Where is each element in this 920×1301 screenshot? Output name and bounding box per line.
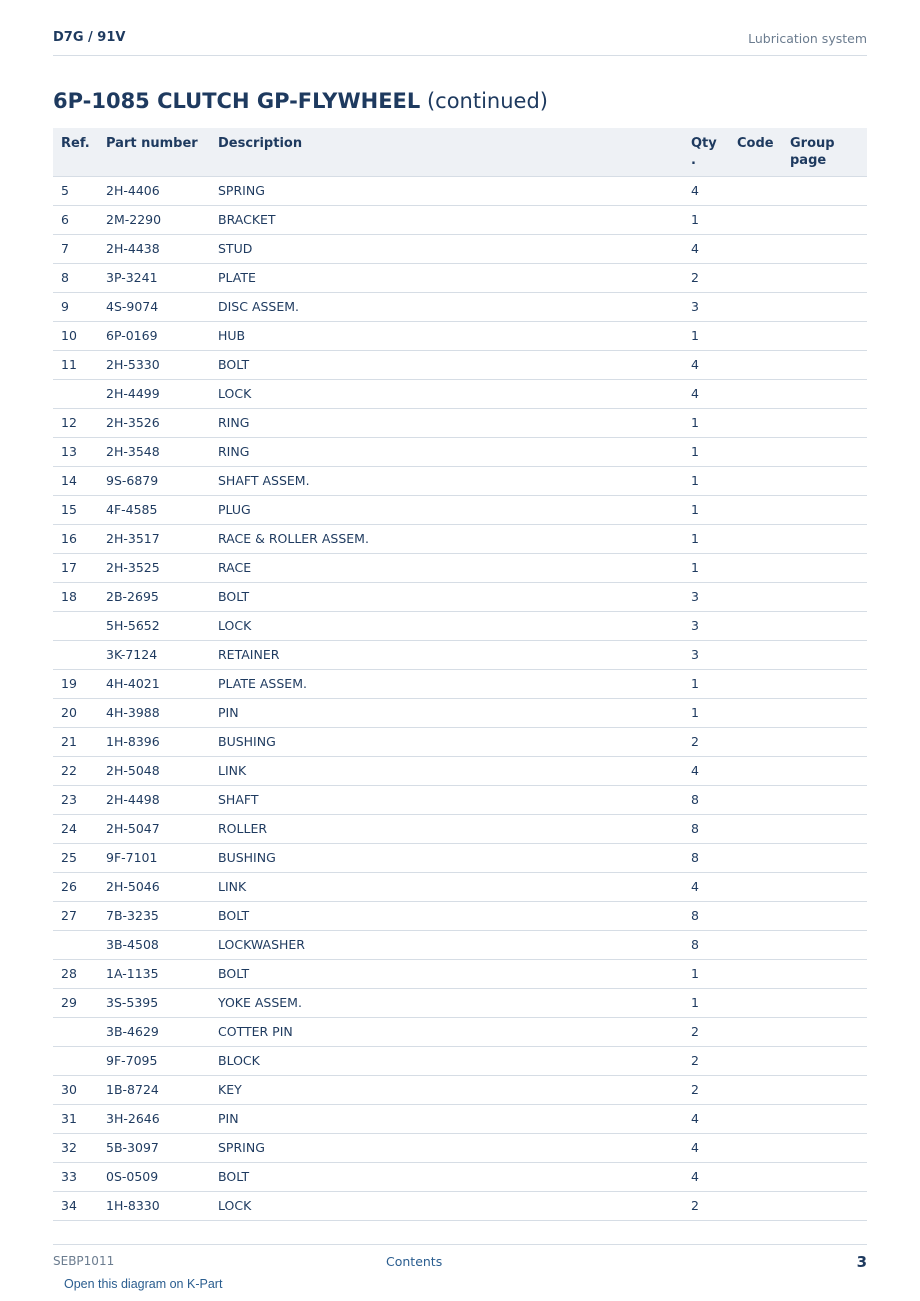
cell-ref: 33 <box>53 1162 98 1191</box>
section-label: Lubrication system <box>748 31 867 46</box>
cell-code <box>729 698 782 727</box>
kpart-diagram-link[interactable]: Open this diagram on K-Part <box>64 1277 223 1291</box>
table-row <box>53 1191 867 1220</box>
table-row <box>53 321 867 350</box>
cell-group-page <box>782 524 867 553</box>
page-number: 3 <box>856 1253 867 1271</box>
table-row <box>53 611 867 640</box>
cell-qty: 1 <box>683 495 729 524</box>
cell-group-page <box>782 321 867 350</box>
cell-part-number: 9S-6879 <box>98 466 210 495</box>
cell-qty: 1 <box>683 524 729 553</box>
cell-group-page <box>782 582 867 611</box>
table-row <box>53 727 867 756</box>
cell-code <box>729 1046 782 1075</box>
model-label: D7G / 91V <box>53 30 126 45</box>
page-title-suffix: (continued) <box>420 89 548 113</box>
cell-group-page <box>782 466 867 495</box>
cell-group-page <box>782 437 867 466</box>
cell-ref: 15 <box>53 495 98 524</box>
table-row <box>53 959 867 988</box>
cell-group-page <box>782 553 867 582</box>
table-row <box>53 437 867 466</box>
cell-description: SHAFT <box>210 785 683 814</box>
table-row <box>53 843 867 872</box>
cell-description: LINK <box>210 756 683 785</box>
table-header-row <box>53 128 867 176</box>
table-row <box>53 408 867 437</box>
cell-part-number: 1A-1135 <box>98 959 210 988</box>
cell-description: BOLT <box>210 350 683 379</box>
cell-ref: 34 <box>53 1191 98 1220</box>
cell-description: SPRING <box>210 176 683 205</box>
cell-code <box>729 640 782 669</box>
cell-ref: 27 <box>53 901 98 930</box>
cell-code <box>729 437 782 466</box>
cell-group-page <box>782 901 867 930</box>
cell-ref <box>53 611 98 640</box>
table-row <box>53 1162 867 1191</box>
cell-part-number: 5B-3097 <box>98 1133 210 1162</box>
cell-qty: 1 <box>683 466 729 495</box>
contents-link[interactable]: Contents <box>386 1254 443 1269</box>
cell-part-number: 1H-8330 <box>98 1191 210 1220</box>
cell-description: BOLT <box>210 582 683 611</box>
cell-code <box>729 205 782 234</box>
cell-qty: 1 <box>683 408 729 437</box>
page-header <box>53 28 867 56</box>
cell-description: STUD <box>210 234 683 263</box>
cell-group-page <box>782 640 867 669</box>
cell-code <box>729 1133 782 1162</box>
cell-description: YOKE ASSEM. <box>210 988 683 1017</box>
cell-ref: 8 <box>53 263 98 292</box>
cell-part-number: 2H-5046 <box>98 872 210 901</box>
cell-part-number: 2H-3525 <box>98 553 210 582</box>
cell-description: SHAFT ASSEM. <box>210 466 683 495</box>
cell-group-page <box>782 872 867 901</box>
cell-code <box>729 234 782 263</box>
cell-group-page <box>782 988 867 1017</box>
cell-qty: 3 <box>683 640 729 669</box>
cell-description: PIN <box>210 698 683 727</box>
cell-part-number: 9F-7101 <box>98 843 210 872</box>
table-row <box>53 176 867 205</box>
cell-part-number: 2H-4438 <box>98 234 210 263</box>
cell-group-page <box>782 1104 867 1133</box>
cell-description: BLOCK <box>210 1046 683 1075</box>
cell-description: HUB <box>210 321 683 350</box>
cell-description: RING <box>210 408 683 437</box>
cell-part-number: 2M-2290 <box>98 205 210 234</box>
cell-qty: 1 <box>683 959 729 988</box>
cell-part-number: 3B-4629 <box>98 1017 210 1046</box>
cell-group-page <box>782 408 867 437</box>
cell-qty: 4 <box>683 379 729 408</box>
table-row <box>53 524 867 553</box>
cell-qty: 8 <box>683 843 729 872</box>
column-header-part-number: Part number <box>98 128 210 176</box>
cell-group-page <box>782 292 867 321</box>
cell-group-page <box>782 814 867 843</box>
cell-code <box>729 872 782 901</box>
cell-code <box>729 988 782 1017</box>
column-header-description: Description <box>210 128 683 176</box>
cell-ref: 17 <box>53 553 98 582</box>
table-row <box>53 205 867 234</box>
cell-group-page <box>782 495 867 524</box>
page-title <box>53 89 548 113</box>
cell-description: LOCKWASHER <box>210 930 683 959</box>
table-row <box>53 379 867 408</box>
table-row <box>53 814 867 843</box>
table-row <box>53 988 867 1017</box>
cell-ref: 22 <box>53 756 98 785</box>
cell-part-number: 2H-5047 <box>98 814 210 843</box>
cell-part-number: 3B-4508 <box>98 930 210 959</box>
cell-qty: 2 <box>683 1075 729 1104</box>
cell-qty: 4 <box>683 176 729 205</box>
cell-qty: 2 <box>683 1017 729 1046</box>
cell-ref: 30 <box>53 1075 98 1104</box>
cell-group-page <box>782 176 867 205</box>
cell-code <box>729 263 782 292</box>
cell-ref: 12 <box>53 408 98 437</box>
cell-ref: 14 <box>53 466 98 495</box>
cell-ref <box>53 379 98 408</box>
cell-qty: 1 <box>683 698 729 727</box>
cell-ref <box>53 640 98 669</box>
cell-code <box>729 843 782 872</box>
cell-ref: 25 <box>53 843 98 872</box>
cell-ref: 26 <box>53 872 98 901</box>
cell-code <box>729 553 782 582</box>
cell-part-number: 2H-3548 <box>98 437 210 466</box>
cell-qty: 4 <box>683 234 729 263</box>
cell-qty: 8 <box>683 901 729 930</box>
cell-ref: 23 <box>53 785 98 814</box>
cell-group-page <box>782 843 867 872</box>
cell-qty: 3 <box>683 292 729 321</box>
cell-group-page <box>782 611 867 640</box>
cell-part-number: 7B-3235 <box>98 901 210 930</box>
table-row <box>53 234 867 263</box>
cell-ref: 21 <box>53 727 98 756</box>
cell-qty: 1 <box>683 553 729 582</box>
cell-ref: 24 <box>53 814 98 843</box>
cell-code <box>729 495 782 524</box>
table-row <box>53 930 867 959</box>
cell-part-number: 3K-7124 <box>98 640 210 669</box>
cell-group-page <box>782 1046 867 1075</box>
column-header-group-page: Group page <box>782 128 867 176</box>
cell-group-page <box>782 263 867 292</box>
cell-code <box>729 959 782 988</box>
table-row <box>53 292 867 321</box>
cell-ref <box>53 1046 98 1075</box>
table-row <box>53 466 867 495</box>
cell-description: KEY <box>210 1075 683 1104</box>
cell-qty: 8 <box>683 930 729 959</box>
cell-description: RETAINER <box>210 640 683 669</box>
cell-description: LOCK <box>210 1191 683 1220</box>
cell-ref: 11 <box>53 350 98 379</box>
cell-part-number: 4H-4021 <box>98 669 210 698</box>
cell-part-number: 3H-2646 <box>98 1104 210 1133</box>
table-row <box>53 1017 867 1046</box>
cell-code <box>729 1104 782 1133</box>
cell-part-number: 2H-5048 <box>98 756 210 785</box>
cell-description: BOLT <box>210 1162 683 1191</box>
cell-qty: 2 <box>683 263 729 292</box>
cell-ref: 6 <box>53 205 98 234</box>
cell-part-number: 4S-9074 <box>98 292 210 321</box>
cell-qty: 3 <box>683 582 729 611</box>
cell-description: SPRING <box>210 1133 683 1162</box>
cell-description: RING <box>210 437 683 466</box>
cell-part-number: 2H-3526 <box>98 408 210 437</box>
cell-part-number: 4H-3988 <box>98 698 210 727</box>
cell-ref <box>53 1017 98 1046</box>
cell-description: DISC ASSEM. <box>210 292 683 321</box>
cell-qty: 1 <box>683 321 729 350</box>
cell-qty: 2 <box>683 1191 729 1220</box>
cell-ref: 9 <box>53 292 98 321</box>
cell-part-number: 9F-7095 <box>98 1046 210 1075</box>
cell-qty: 1 <box>683 205 729 234</box>
cell-code <box>729 1075 782 1104</box>
cell-qty: 1 <box>683 437 729 466</box>
cell-description: PIN <box>210 1104 683 1133</box>
cell-code <box>729 727 782 756</box>
cell-group-page <box>782 205 867 234</box>
cell-qty: 4 <box>683 872 729 901</box>
cell-ref <box>53 930 98 959</box>
cell-part-number: 3S-5395 <box>98 988 210 1017</box>
cell-description: LINK <box>210 872 683 901</box>
cell-ref: 5 <box>53 176 98 205</box>
cell-description: BRACKET <box>210 205 683 234</box>
table-row <box>53 901 867 930</box>
cell-description: RACE <box>210 553 683 582</box>
table-row <box>53 1104 867 1133</box>
cell-group-page <box>782 1017 867 1046</box>
cell-description: PLATE <box>210 263 683 292</box>
cell-group-page <box>782 785 867 814</box>
table-row <box>53 640 867 669</box>
cell-ref: 13 <box>53 437 98 466</box>
cell-qty: 3 <box>683 611 729 640</box>
cell-part-number: 1B-8724 <box>98 1075 210 1104</box>
cell-part-number: 2H-3517 <box>98 524 210 553</box>
cell-qty: 1 <box>683 669 729 698</box>
column-header-ref: Ref. <box>53 128 98 176</box>
cell-part-number: 2H-5330 <box>98 350 210 379</box>
cell-code <box>729 350 782 379</box>
cell-part-number: 1H-8396 <box>98 727 210 756</box>
cell-part-number: 5H-5652 <box>98 611 210 640</box>
cell-qty: 4 <box>683 1162 729 1191</box>
cell-part-number: 2H-4498 <box>98 785 210 814</box>
table-row <box>53 350 867 379</box>
cell-description: RACE & ROLLER ASSEM. <box>210 524 683 553</box>
cell-qty: 2 <box>683 727 729 756</box>
cell-description: BUSHING <box>210 843 683 872</box>
column-header-code: Code <box>729 128 782 176</box>
cell-group-page <box>782 1162 867 1191</box>
cell-part-number: 4F-4585 <box>98 495 210 524</box>
cell-ref: 32 <box>53 1133 98 1162</box>
cell-qty: 4 <box>683 1104 729 1133</box>
parts-table-body <box>53 176 867 1220</box>
table-row <box>53 785 867 814</box>
cell-qty: 4 <box>683 756 729 785</box>
cell-code <box>729 176 782 205</box>
cell-description: BOLT <box>210 959 683 988</box>
cell-part-number: 3P-3241 <box>98 263 210 292</box>
cell-part-number: 2H-4499 <box>98 379 210 408</box>
table-row <box>53 1046 867 1075</box>
cell-code <box>729 756 782 785</box>
cell-group-page <box>782 234 867 263</box>
cell-group-page <box>782 379 867 408</box>
cell-group-page <box>782 930 867 959</box>
cell-code <box>729 582 782 611</box>
cell-code <box>729 1017 782 1046</box>
cell-group-page <box>782 756 867 785</box>
cell-description: PLUG <box>210 495 683 524</box>
page-title-main: 6P-1085 CLUTCH GP-FLYWHEEL <box>53 89 421 113</box>
cell-code <box>729 408 782 437</box>
cell-code <box>729 379 782 408</box>
cell-description: COTTER PIN <box>210 1017 683 1046</box>
table-row <box>53 872 867 901</box>
cell-group-page <box>782 1075 867 1104</box>
cell-code <box>729 1162 782 1191</box>
cell-ref: 7 <box>53 234 98 263</box>
cell-code <box>729 611 782 640</box>
page-footer <box>53 1244 867 1301</box>
cell-description: LOCK <box>210 379 683 408</box>
table-row <box>53 669 867 698</box>
cell-qty: 4 <box>683 1133 729 1162</box>
cell-code <box>729 785 782 814</box>
table-row <box>53 756 867 785</box>
cell-ref: 16 <box>53 524 98 553</box>
cell-code <box>729 321 782 350</box>
table-row <box>53 582 867 611</box>
table-row <box>53 553 867 582</box>
cell-part-number: 0S-0509 <box>98 1162 210 1191</box>
cell-ref: 19 <box>53 669 98 698</box>
cell-group-page <box>782 698 867 727</box>
table-row <box>53 1133 867 1162</box>
cell-code <box>729 930 782 959</box>
table-row <box>53 1075 867 1104</box>
cell-part-number: 6P-0169 <box>98 321 210 350</box>
cell-group-page <box>782 1191 867 1220</box>
cell-group-page <box>782 350 867 379</box>
cell-code <box>729 466 782 495</box>
cell-part-number: 2B-2695 <box>98 582 210 611</box>
cell-ref: 10 <box>53 321 98 350</box>
cell-code <box>729 901 782 930</box>
table-row <box>53 698 867 727</box>
cell-group-page <box>782 669 867 698</box>
cell-group-page <box>782 727 867 756</box>
cell-group-page <box>782 1133 867 1162</box>
cell-qty: 4 <box>683 350 729 379</box>
parts-table <box>53 128 867 1221</box>
table-row <box>53 495 867 524</box>
cell-description: BOLT <box>210 901 683 930</box>
cell-description: PLATE ASSEM. <box>210 669 683 698</box>
cell-code <box>729 292 782 321</box>
cell-qty: 2 <box>683 1046 729 1075</box>
cell-code <box>729 1191 782 1220</box>
cell-code <box>729 814 782 843</box>
cell-group-page <box>782 959 867 988</box>
cell-code <box>729 524 782 553</box>
cell-ref: 20 <box>53 698 98 727</box>
cell-ref: 28 <box>53 959 98 988</box>
column-header-qty: Qty . <box>683 128 729 176</box>
cell-qty: 8 <box>683 785 729 814</box>
cell-qty: 8 <box>683 814 729 843</box>
cell-qty: 1 <box>683 988 729 1017</box>
cell-part-number: 2H-4406 <box>98 176 210 205</box>
cell-ref: 31 <box>53 1104 98 1133</box>
cell-ref: 29 <box>53 988 98 1017</box>
cell-description: BUSHING <box>210 727 683 756</box>
cell-description: ROLLER <box>210 814 683 843</box>
cell-code <box>729 669 782 698</box>
cell-description: LOCK <box>210 611 683 640</box>
cell-ref: 18 <box>53 582 98 611</box>
document-id: SEBP1011 <box>53 1254 115 1268</box>
table-row <box>53 263 867 292</box>
